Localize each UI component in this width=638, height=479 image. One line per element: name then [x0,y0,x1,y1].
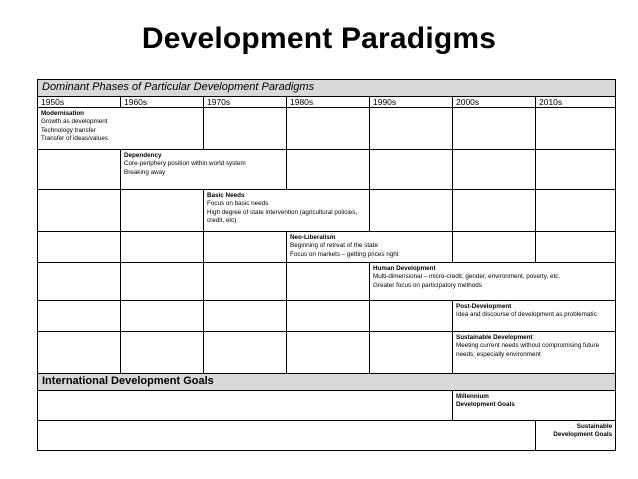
decade-1950s: 1950s [38,97,121,108]
row-dependency [38,150,616,190]
paradigm-human-development: Human Development Multi-dimensional – micro-credit, gender, environment, poverty, etc. Greater focus on participatory methods [370,263,616,301]
row-sdg [38,421,616,451]
paradigm-name: Neo-Liberalism [290,234,336,241]
row-modernisation [38,108,616,150]
paradigm-sustainable-development: Sustainable Development Meeting current needs without compromising future needs; especially environment [453,332,616,374]
goal-mdg: Millennium Development Goals [453,391,616,421]
row-basic-needs [38,190,616,232]
decade-1990s: 1990s [370,97,453,108]
row-mdg [38,391,616,421]
paradigm-name: Sustainable Development [456,334,533,341]
page-title: Development Paradigms [141,22,497,55]
decades-row [38,97,616,108]
paradigm-modernisation: Modernisation Growth as development Technology transfer Transfer of ideas/values [38,108,204,150]
paradigm-name: Human Development [373,265,436,272]
row-human-development [38,263,616,301]
paradigm-dependency: Dependency Core-periphery position within world system Breaking away [121,150,287,190]
paradigm-name: Modernisation [41,110,85,117]
decade-1960s: 1960s [121,97,204,108]
row-sustainable-development [38,332,616,374]
decade-2010s: 2010s [536,97,616,108]
paradigm-neo-liberalism: Neo-Liberalism Beginning of retreat of the state Focus on markets – getting prices right [287,232,453,263]
section-header-paradigms: Dominant Phases of Particular Development Paradigms [38,80,616,97]
paradigm-post-development: Post-Development Idea and discourse of development as problematic [453,301,616,332]
decade-2000s: 2000s [453,97,536,108]
paradigm-name: Post-Development [456,303,512,310]
decade-1970s: 1970s [204,97,287,108]
decade-1980s: 1980s [287,97,370,108]
row-neo-liberalism [38,232,616,263]
paradigms-table [37,79,616,451]
paradigm-basic-needs: Basic Needs Focus on basic needs High degree of state intervention (agricultural policies, credit, etc) [204,190,370,232]
goal-sdg: Sustainable Development Goals [536,421,616,451]
row-post-development [38,301,616,332]
section-header-goals: International Development Goals [38,374,616,391]
paradigm-name: Basic Needs [207,192,245,199]
paradigm-name: Dependency [124,152,162,159]
